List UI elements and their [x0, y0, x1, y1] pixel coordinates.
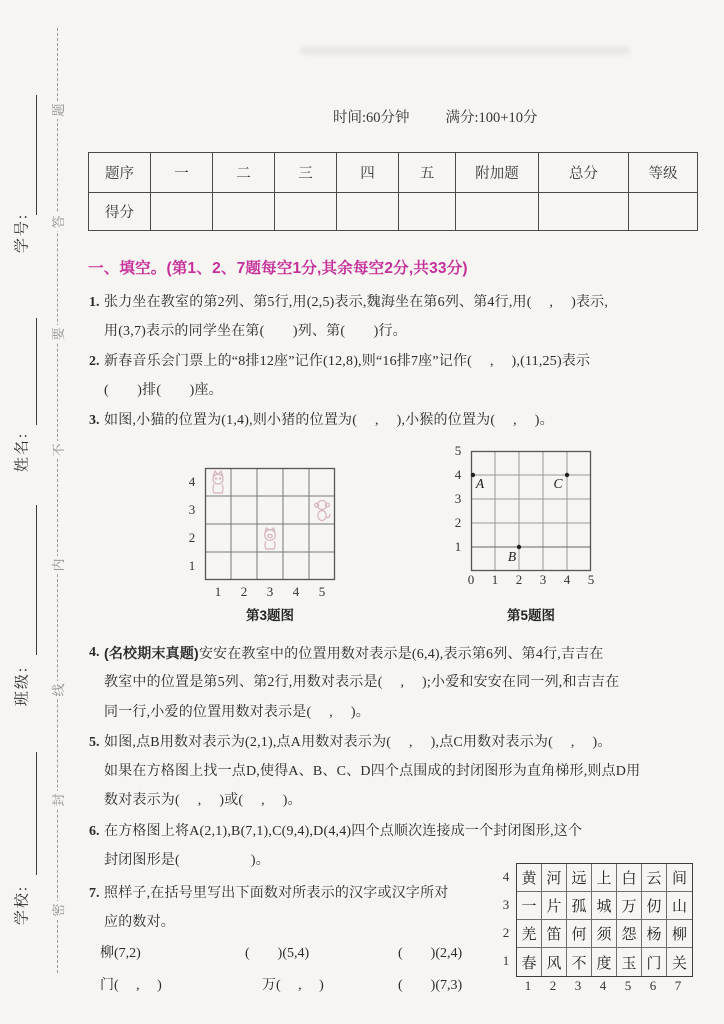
q7-item: 柳(7,2)	[100, 946, 141, 961]
col-section-5: 五	[399, 153, 456, 193]
q1-line-1: 张力坐在教室的第2列、第5行,用(2,5)表示,魏海坐在第6列、第4行,用( , )表示,	[104, 295, 609, 310]
scan-artifact	[300, 46, 630, 55]
poem-grid	[516, 863, 693, 977]
q4-line-1	[104, 643, 604, 665]
score-table-score-row	[89, 193, 698, 231]
poem-row-label: 1	[502, 953, 510, 968]
poem-cell: 玉	[617, 948, 642, 976]
q4-line-2: 教室中的位置是第5列、第2行,用数对表示是( , );小爱和安安在同一列,和吉吉在	[104, 675, 620, 690]
col-bonus: 附加题	[456, 153, 539, 193]
class-label: 班级:	[14, 665, 31, 707]
score-cell	[151, 193, 213, 231]
score-cell	[213, 193, 275, 231]
score-cell	[399, 193, 456, 231]
q6-line-2: 封闭图形是( )。	[104, 853, 270, 868]
poem-col-label: 1	[524, 978, 532, 993]
poem-cell: 万	[617, 892, 642, 920]
q3-number: 3.	[89, 413, 100, 428]
poem-cell: 仞	[642, 892, 667, 920]
point-A-dot	[471, 473, 475, 477]
q7-item: ( )(5,4)	[245, 946, 310, 961]
poem-cell: 门	[642, 948, 667, 976]
q7-item: ( )(2,4)	[398, 946, 463, 961]
fig5-x-label: 2	[515, 572, 523, 587]
poem-cell: 怨	[617, 920, 642, 948]
poem-cell: 何	[567, 920, 592, 948]
q7-line-2: 应的数对。	[104, 915, 175, 930]
point-A-label: A	[475, 476, 485, 491]
q6-line-1: 在方格图上将A(2,1),B(7,1),C(9,4),D(4,4)四个点顺次连接成一个封闭图形,这个	[104, 824, 583, 839]
seal-char-da: 答	[48, 213, 66, 231]
q7-line-1: 照样子,在括号里写出下面数对所表示的汉字或汉字所对	[104, 886, 449, 901]
q6-number: 6.	[89, 824, 100, 839]
q7-number: 7.	[89, 886, 100, 901]
exam-meta	[333, 106, 574, 127]
fig3-col-label: 1	[214, 584, 222, 599]
poem-cell: 山	[667, 892, 692, 920]
poem-col-label: 5	[624, 978, 632, 993]
pig-icon	[258, 525, 282, 551]
fig3-row-label: 4	[188, 474, 196, 489]
poem-cell: 风	[542, 948, 567, 976]
q4-source-tag: (名校期末真题)	[104, 645, 199, 661]
poem-cell: 度	[592, 948, 617, 976]
student-id-label: 学号:	[14, 212, 31, 254]
fig3-col-label: 4	[292, 584, 300, 599]
q1-number: 1.	[89, 295, 100, 310]
score-cell	[456, 193, 539, 231]
school-label: 学校:	[14, 884, 31, 926]
poem-cell: 笛	[542, 920, 567, 948]
q7-item: 门( , )	[100, 978, 162, 993]
poem-cell: 上	[592, 864, 617, 892]
poem-cell: 杨	[642, 920, 667, 948]
class-write-line	[36, 505, 37, 655]
q7-item: 万( , )	[262, 978, 324, 993]
seal-char-yao: 要	[48, 325, 66, 343]
fig5-y-label: 3	[454, 491, 462, 506]
seal-dashed-line	[57, 28, 58, 973]
fig3-row-label: 1	[188, 558, 196, 573]
poem-cell: 云	[642, 864, 667, 892]
fig3-row-label: 2	[188, 530, 196, 545]
poem-col-label: 3	[574, 978, 582, 993]
name-label: 姓名:	[14, 431, 31, 473]
cat-icon	[206, 469, 230, 495]
poem-col-label: 7	[674, 978, 682, 993]
poem-row-label: 2	[502, 925, 510, 940]
poem-cell: 柳	[667, 920, 692, 948]
q5-number: 5.	[89, 735, 100, 750]
poem-col-label: 2	[549, 978, 557, 993]
fig5-y-label: 4	[454, 467, 462, 482]
poem-cell: 一	[517, 892, 542, 920]
fig3-col-label: 2	[240, 584, 248, 599]
score-table	[88, 152, 698, 231]
poem-cell: 不	[567, 948, 592, 976]
col-section-2: 二	[213, 153, 275, 193]
q4-line-1-text: 安安在教室中的位置用数对表示是(6,4),表示第6列、第4行,吉吉在	[198, 647, 604, 662]
col-section-1: 一	[151, 153, 213, 193]
fig5-x-label: 0	[467, 572, 475, 587]
q7-item: ( )(7,3)	[398, 978, 463, 993]
fig5-y-label: 1	[454, 539, 462, 554]
full-score: 满分:100+10分	[445, 110, 538, 126]
fig5-y-label: 2	[454, 515, 462, 530]
poem-cell: 羌	[517, 920, 542, 948]
point-C-label: C	[553, 476, 563, 491]
q2-line-2: ( )排( )座。	[104, 383, 223, 398]
score-cell	[275, 193, 337, 231]
fig5-grid	[471, 451, 591, 571]
point-C-dot	[565, 473, 569, 477]
fig5-caption: 第5题图	[506, 608, 556, 623]
fig5-x-label: 5	[587, 572, 595, 587]
q2-number: 2.	[89, 354, 100, 369]
fig3-col-label: 5	[318, 584, 326, 599]
col-grade: 等级	[629, 153, 698, 193]
poem-cell: 白	[617, 864, 642, 892]
fig3-caption: 第3题图	[245, 608, 295, 623]
poem-cell: 河	[542, 864, 567, 892]
fig5-x-label: 4	[563, 572, 571, 587]
col-question-order: 题序	[89, 153, 151, 193]
q4-line-3: 同一行,小爱的位置用数对表示是( , )。	[104, 705, 370, 720]
fig5-y-label: 5	[454, 443, 462, 458]
school-write-line	[36, 752, 37, 875]
q3-line-1: 如图,小猫的位置为(1,4),则小猪的位置为( , ),小猴的位置为( , )。	[104, 413, 554, 428]
poem-cell: 黄	[517, 864, 542, 892]
poem-cell: 远	[567, 864, 592, 892]
poem-cell: 间	[667, 864, 692, 892]
fig3-col-label: 3	[266, 584, 274, 599]
score-table-header-row	[89, 153, 698, 193]
score-cell	[629, 193, 698, 231]
poem-cell: 关	[671, 955, 687, 972]
col-total: 总分	[539, 153, 629, 193]
fig5-x-label: 1	[491, 572, 499, 587]
seal-char-nei: 内	[48, 556, 66, 574]
time-limit: 时间:60分钟	[333, 110, 410, 126]
poem-col-label: 6	[649, 978, 657, 993]
point-B-dot	[517, 545, 521, 549]
poem-row-label: 4	[502, 869, 510, 884]
poem-cell: 城	[592, 892, 617, 920]
poem-cell: 春	[517, 948, 542, 976]
poem-row-label: 3	[502, 897, 510, 912]
section-1-title: 一、填空。(第1、2、7题每空1分,其余每空2分,共33分)	[88, 260, 468, 277]
point-B-label: B	[507, 549, 517, 564]
score-row-label: 得分	[89, 193, 151, 231]
q5-line-3: 数对表示为( , )或( , )。	[104, 793, 302, 808]
name-write-line	[36, 318, 37, 425]
poem-cell: 片	[542, 892, 567, 920]
poem-cell: 孤	[567, 892, 592, 920]
q5-line-2: 如果在方格图上找一点D,使得A、B、C、D四个点围成的封闭图形为直角梯形,则点D用	[104, 764, 641, 779]
monkey-icon	[310, 497, 334, 523]
seal-char-feng: 封	[48, 791, 66, 809]
score-cell	[337, 193, 399, 231]
col-section-4: 四	[337, 153, 399, 193]
score-cell	[539, 193, 629, 231]
seal-char-xian: 线	[48, 681, 66, 699]
col-section-3: 三	[275, 153, 337, 193]
seal-char-bu: 不	[48, 441, 66, 459]
fig3-row-label: 3	[188, 502, 196, 517]
poem-col-label: 4	[599, 978, 607, 993]
student-id-write-line	[36, 95, 37, 215]
seal-char-ti: 题	[48, 101, 66, 119]
q5-line-1: 如图,点B用数对表示为(2,1),点A用数对表示为( , ),点C用数对表示为( , )。	[104, 735, 612, 750]
q2-line-1: 新春音乐会门票上的“8排12座”记作(12,8),则“16排7座”记作( , ),(11,25)表示	[104, 354, 591, 369]
q4-number: 4.	[89, 645, 100, 660]
seal-char-mi: 密	[48, 901, 66, 919]
poem-cell: 须	[592, 920, 617, 948]
fig5-x-label: 3	[539, 572, 547, 587]
q1-line-2: 用(3,7)表示的同学坐在第( )列、第( )行。	[104, 324, 407, 339]
